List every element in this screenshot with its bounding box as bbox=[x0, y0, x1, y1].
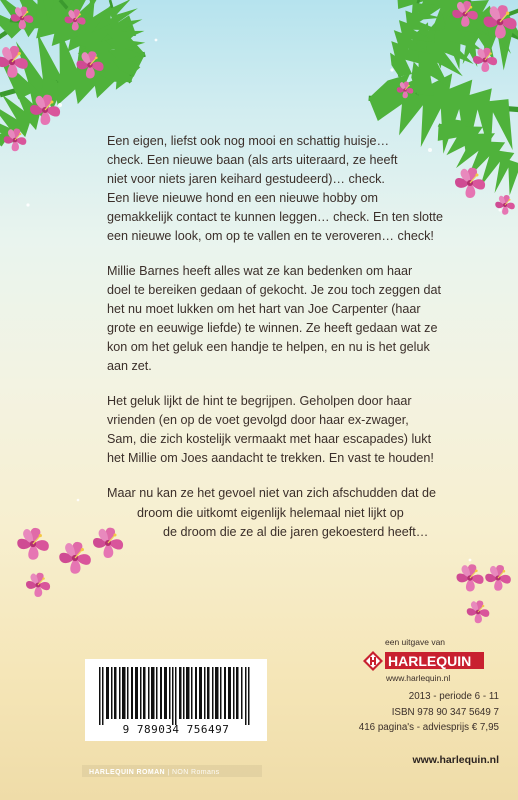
series-name: HARLEQUIN ROMAN bbox=[89, 769, 165, 776]
blurb-line: vrienden (en op de voet gevolgd door haar ex-zwager, bbox=[107, 412, 409, 427]
blurb-line: de droom die ze al die jaren gekoesterd heeft… bbox=[163, 525, 429, 539]
blurb-line: het nu moet lukken om het hart van Joe Carpenter (haar bbox=[107, 301, 421, 316]
blurb-line: het Millie om Joes aandacht te trekken. En vast te houden! bbox=[107, 450, 434, 465]
barcode-bars-icon bbox=[95, 667, 257, 725]
blurb-line: Maar nu kan ze het gevoel niet van zich afschudden dat de bbox=[107, 486, 437, 500]
blurb-line: Een lieve nieuwe hond en een nieuwe hobby om bbox=[107, 190, 378, 205]
book-metadata bbox=[359, 689, 499, 736]
publisher-logo-text: HARLEQUIN bbox=[388, 653, 472, 669]
barcode bbox=[85, 659, 267, 741]
barcode-digits: 9 789034 756497 bbox=[122, 723, 230, 736]
blurb-line: droom die uitkomt eigenlijk helemaal niet lijkt op bbox=[137, 505, 404, 520]
series-imprint: HARLEQUIN ROMAN | NON Romans bbox=[89, 769, 220, 776]
blurb-paragraph-3 bbox=[107, 392, 434, 468]
period-line: 2013 - periode 6 - 11 bbox=[408, 691, 499, 702]
blurb-line: Millie Barnes heeft alles wat ze kan bedenken om haar bbox=[107, 264, 413, 278]
blurb-line: check. Een nieuwe baan (als arts uiteraard, ze heeft bbox=[107, 152, 398, 167]
isbn-line: ISBN 978 90 347 5649 7 bbox=[391, 706, 499, 718]
blurb-line: kon om het geluk een handje te helpen, en nu is het geluk bbox=[107, 339, 430, 354]
publisher-url: www.harlequin.nl bbox=[386, 673, 451, 683]
series-sub: NON Romans bbox=[171, 769, 220, 776]
blurb-line: aan zet. bbox=[107, 358, 152, 373]
publisher-kicker: een uitgave van bbox=[385, 637, 446, 647]
blurb-line: gemakkelijk contact te kunnen leggen… check. En ten slotte bbox=[107, 209, 444, 224]
blurb-line: doel te bereiken gedaan of gekocht. Je zou toch zeggen dat bbox=[107, 282, 441, 297]
blurb-paragraph-1 bbox=[107, 132, 452, 245]
blurb-line: een nieuwe look, om op te vallen en te veroveren… check! bbox=[107, 228, 434, 243]
blurb-line: Een eigen, liefst ook nog mooi en schattig huisje… bbox=[107, 134, 390, 148]
blurb-line: Sam, die zich kostelijk vermaakt met haar escapades) lukt bbox=[107, 431, 432, 446]
blurb-paragraph-2 bbox=[107, 262, 441, 375]
blurb-paragraph-4 bbox=[107, 484, 436, 543]
blurb-line: niet voor niets jaren keihard gestudeerd)… check. bbox=[107, 171, 385, 186]
blurb-line: grote en eeuwige liefde) te winnen. Ze heeft gedaan wat ze bbox=[107, 320, 438, 335]
website-url: www.harlequin.nl bbox=[412, 754, 499, 766]
blurb-line: Het geluk lijkt de hint te begrijpen. Geholpen door haar bbox=[107, 394, 412, 408]
price-line: 416 pagina's - adviesprijs € 7,95 bbox=[358, 722, 499, 733]
